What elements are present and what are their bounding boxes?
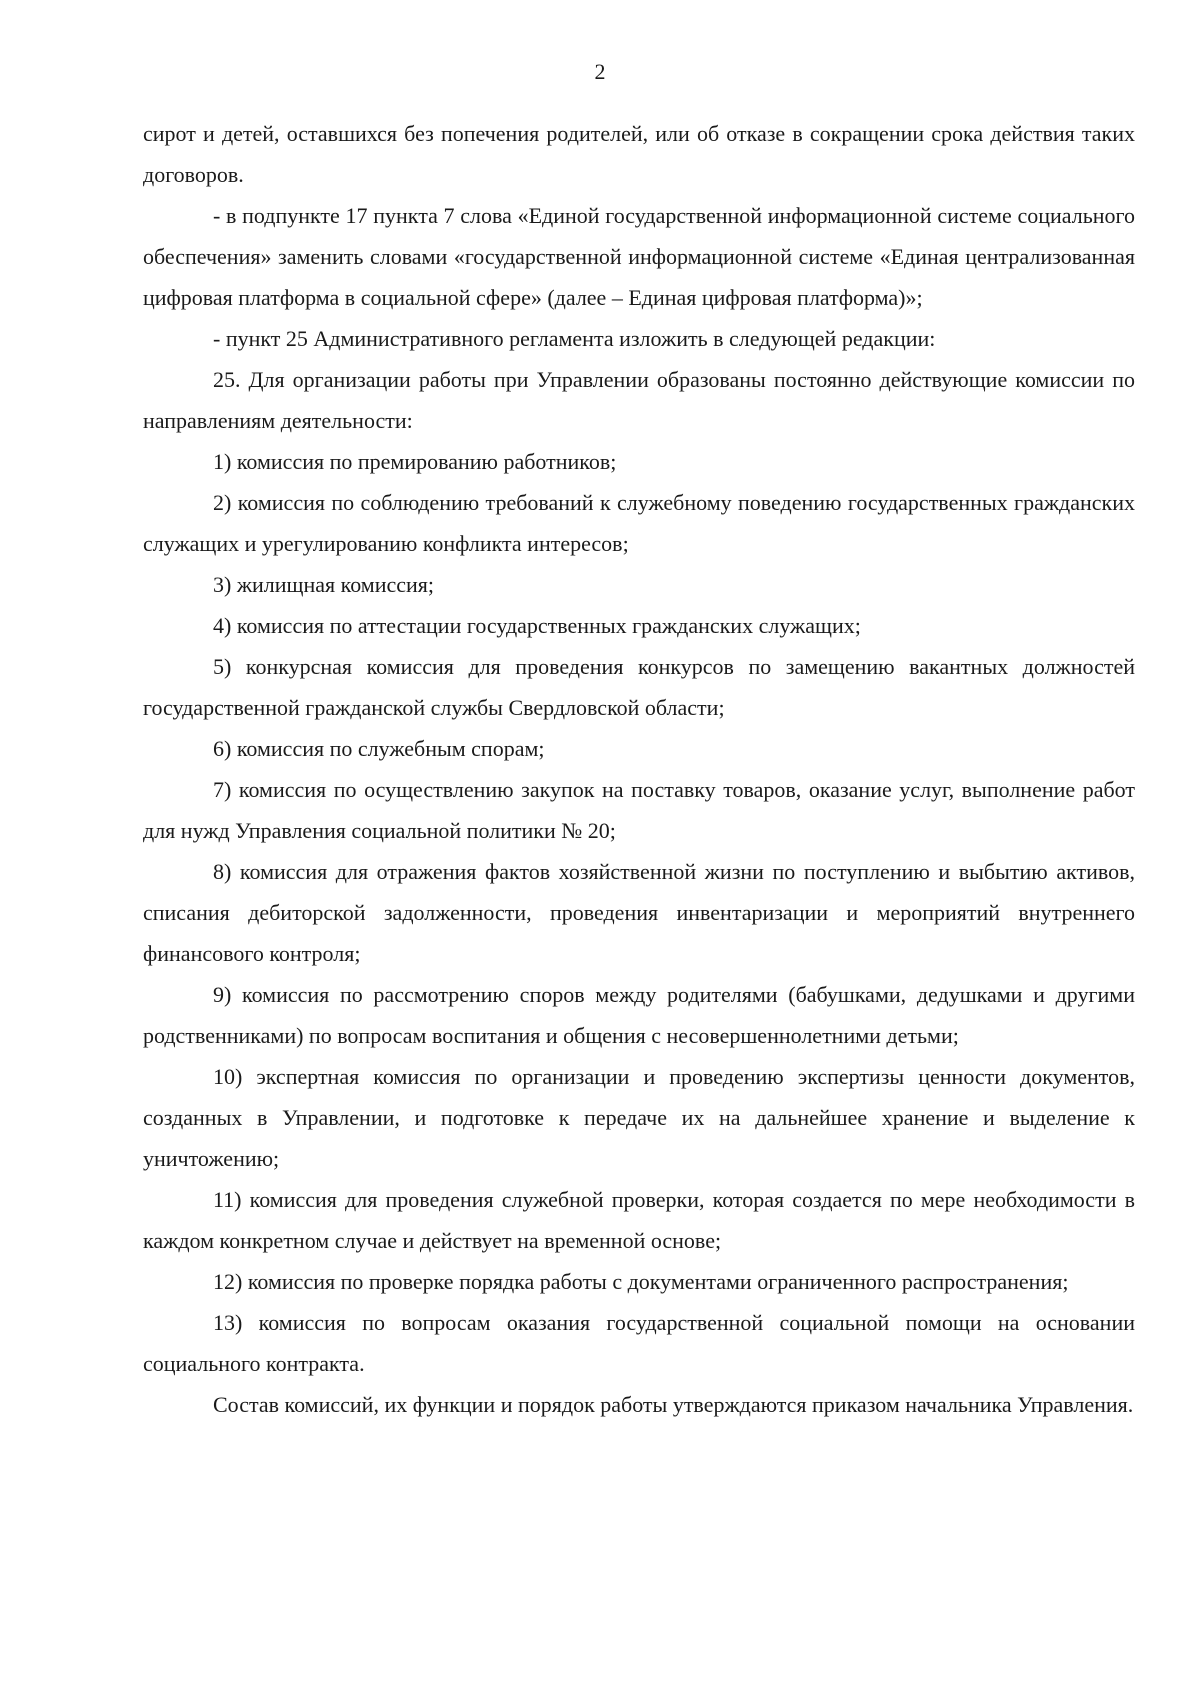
paragraph: 4) комиссия по аттестации государственных гражданских служащих; [213,613,861,638]
paragraph: 6) комиссия по служебным спорам; [213,736,545,761]
paragraph: 25. Для организации работы при Управлении образованы постоянно действующие комиссии по направлениям деятельности: [143,367,1135,433]
paragraph: 12) комиссия по проверке порядка работы с документами ограниченного распространения; [213,1269,1069,1294]
paragraph: 9) комиссия по рассмотрению споров между родителями (бабушками, дедушками и другими родственниками) по вопросам воспитания и общения с несовершеннолетними детьми; [143,982,1135,1048]
paragraph: - в подпункте 17 пункта 7 слова «Единой государственной информационной системе социального обеспечения» заменить словами «государственной информационной системе «Единая централизованная цифровая платформа в социальной сфере» (далее – Единая цифровая платформа)»; [143,203,1135,310]
page-number: 2 [594,59,606,84]
paragraph: 10) экспертная комиссия по организации и проведению экспертизы ценности документов, созданных в Управлении, и подготовке к передаче их на дальнейшее хранение и выделение к уничтожению; [143,1064,1135,1171]
paragraph: 13) комиссия по вопросам оказания государственной социальной помощи на основании социального контракта. [143,1310,1135,1376]
paragraph: 5) конкурсная комиссия для проведения конкурсов по замещению вакантных должностей государственной гражданской службы Свердловской области; [143,654,1135,720]
paragraph: 11) комиссия для проведения служебной проверки, которая создается по мере необходимости в каждом конкретном случае и действует на временной основе; [143,1187,1135,1253]
document-body [143,113,1135,1425]
paragraph: 8) комиссия для отражения фактов хозяйственной жизни по поступлению и выбытию активов, списания дебиторской задолженности, проведения инвентаризации и мероприятий внутреннего финансового контроля; [143,859,1135,966]
paragraph: - пункт 25 Административного регламента изложить в следующей редакции: [213,326,936,351]
paragraph: 1) комиссия по премированию работников; [213,449,617,474]
paragraph: 7) комиссия по осуществлению закупок на поставку товаров, оказание услуг, выполнение работ для нужд Управления социальной политики № 20; [143,777,1135,843]
paragraph: сирот и детей, оставшихся без попечения родителей, или об отказе в сокращении срока действия таких договоров. [143,121,1135,187]
paragraph: Состав комиссий, их функции и порядок работы утверждаются приказом начальника Управления. [213,1392,1134,1417]
paragraph: 2) комиссия по соблюдению требований к служебному поведению государственных гражданских служащих и урегулированию конфликта интересов; [143,490,1135,556]
paragraph: 3) жилищная комиссия; [213,572,435,597]
